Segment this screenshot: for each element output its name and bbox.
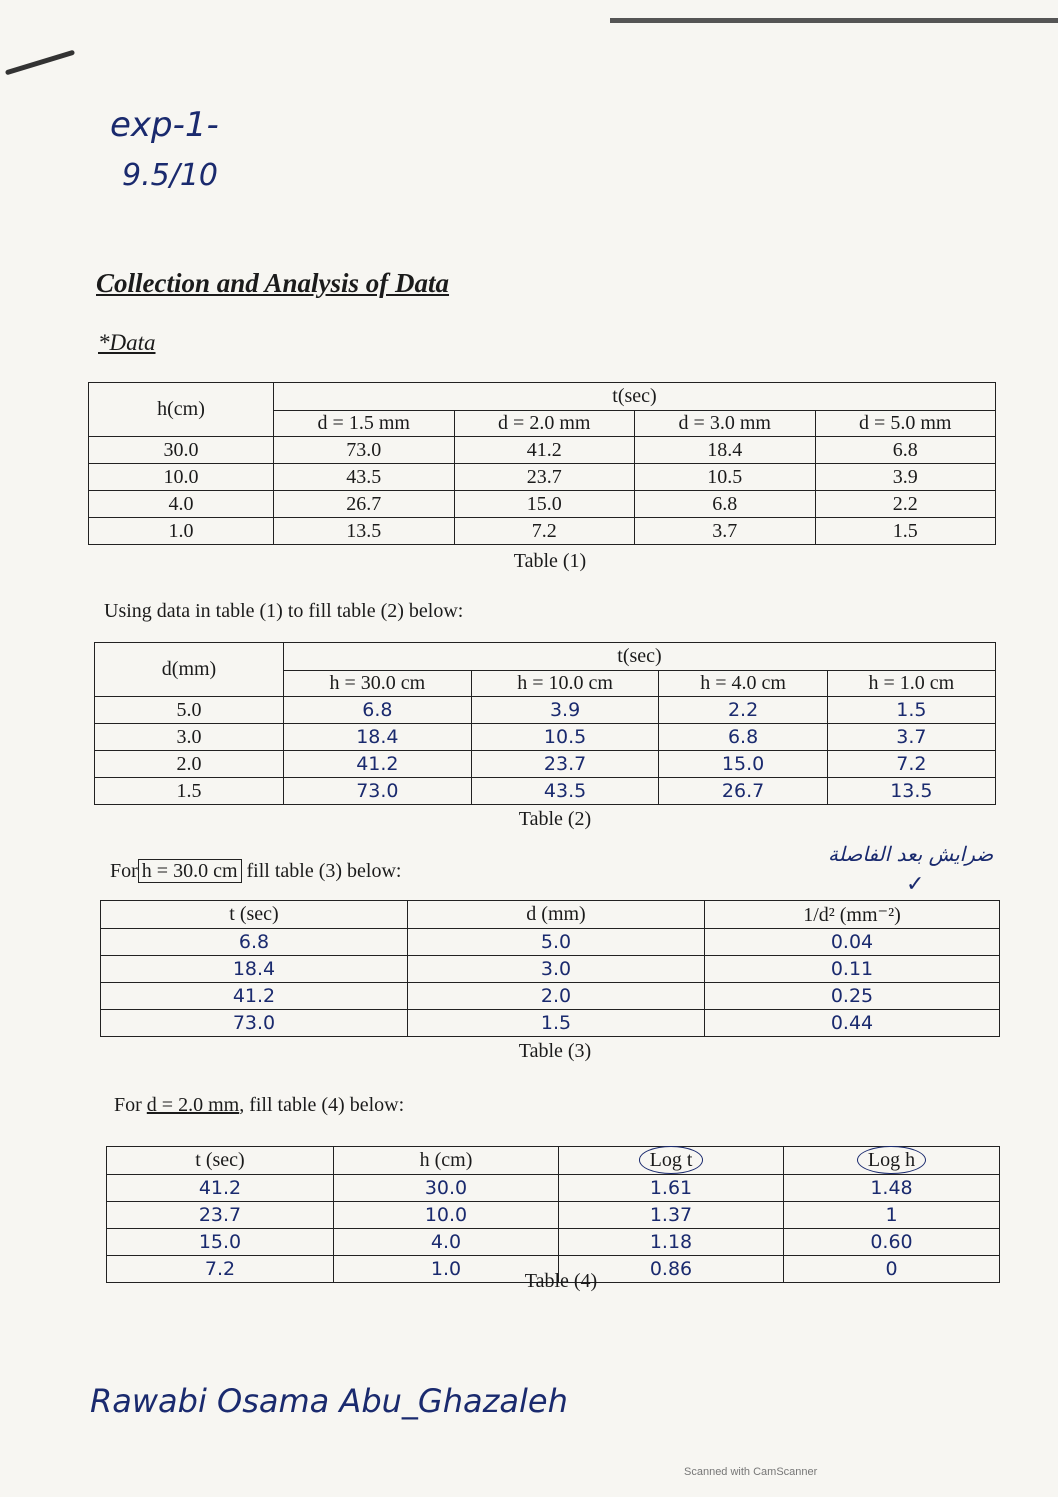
scan-top-edge: [610, 18, 1058, 23]
table-row: [101, 956, 1000, 983]
experiment-label: exp-1-: [110, 105, 219, 145]
table4-caption: Table (4): [524, 1270, 598, 1292]
table-cell: 2.2: [659, 697, 827, 724]
table-3: [100, 900, 1000, 1037]
table-cell: 23.7: [454, 464, 635, 491]
table-cell: 0.60: [784, 1229, 1000, 1256]
table-cell: 41.2: [107, 1175, 334, 1202]
table-cell: 7.2: [454, 518, 635, 545]
table-1: [88, 382, 996, 545]
signature: Rawabi Osama Abu_Ghazaleh: [90, 1382, 568, 1420]
table2-col-header: h = 30.0 cm: [284, 671, 472, 697]
table-cell: 15.0: [107, 1229, 334, 1256]
instruction-prefix: For: [110, 860, 138, 882]
table-row: [101, 1010, 1000, 1037]
table-row: [89, 518, 996, 545]
table-cell: 6.8: [284, 697, 472, 724]
table-cell: 13.5: [827, 778, 995, 805]
table-cell: 73.0: [101, 1010, 408, 1037]
circled-log-t: Log t: [639, 1146, 704, 1174]
table-cell: 0.86: [559, 1256, 784, 1283]
table-cell: 5.0: [95, 697, 284, 724]
table-cell: 43.5: [471, 778, 659, 805]
table-cell: 30.0: [334, 1175, 559, 1202]
table2-instruction: Using data in table (1) to fill table (2) below:: [104, 600, 464, 622]
table-cell: 1.5: [827, 697, 995, 724]
table-cell: 26.7: [274, 491, 455, 518]
instruction-suffix: , fill table (4) below:: [239, 1094, 405, 1116]
table4-col-header: t (sec): [107, 1147, 334, 1175]
table-cell: 6.8: [815, 437, 996, 464]
table-cell: 15.0: [454, 491, 635, 518]
table-cell: 6.8: [635, 491, 816, 518]
table-cell: 73.0: [274, 437, 455, 464]
table-cell: 10.0: [89, 464, 274, 491]
table-cell: 1: [784, 1202, 1000, 1229]
table-cell: 0.11: [705, 956, 1000, 983]
table3-col-header: 1/d² (mm⁻²): [705, 901, 1000, 929]
table-cell: 1.5: [408, 1010, 705, 1037]
table-cell: 10.0: [334, 1202, 559, 1229]
table-cell: 0: [784, 1256, 1000, 1283]
table4-col-header: [559, 1147, 784, 1175]
table-row: [95, 778, 996, 805]
table-cell: 3.9: [471, 697, 659, 724]
table-cell: 2.2: [815, 491, 996, 518]
table-cell: 2.0: [95, 751, 284, 778]
table2-col-header: h = 10.0 cm: [471, 671, 659, 697]
table-cell: 10.5: [471, 724, 659, 751]
table-cell: 23.7: [471, 751, 659, 778]
arabic-note: ضرايش بعد الفاصلة: [828, 842, 994, 866]
table-row: [107, 1202, 1000, 1229]
table2-group-header: t(sec): [284, 643, 996, 671]
table-cell: 2.0: [408, 983, 705, 1010]
table1-col-header: d = 3.0 mm: [635, 411, 816, 437]
table-cell: 1.37: [559, 1202, 784, 1229]
table-cell: 3.9: [815, 464, 996, 491]
table-row: [95, 724, 996, 751]
table3-col-header: d (mm): [408, 901, 705, 929]
table-cell: 1.5: [95, 778, 284, 805]
table-row: [89, 491, 996, 518]
table-cell: 1.61: [559, 1175, 784, 1202]
check-mark-icon: ✓: [906, 872, 925, 897]
table1-caption: Table (1): [513, 550, 587, 572]
table1-col-header: d = 5.0 mm: [815, 411, 996, 437]
table-cell: 1.0: [334, 1256, 559, 1283]
table-cell: 1.48: [784, 1175, 1000, 1202]
table-cell: 30.0: [89, 437, 274, 464]
table3-instruction: [110, 860, 401, 883]
table1-row-header: h(cm): [89, 383, 274, 437]
table-cell: 10.5: [635, 464, 816, 491]
table-cell: 0.44: [705, 1010, 1000, 1037]
table4-col-header: h (cm): [334, 1147, 559, 1175]
table-cell: 13.5: [274, 518, 455, 545]
table-row: [101, 983, 1000, 1010]
table-cell: 43.5: [274, 464, 455, 491]
data-subheading: *Data: [98, 330, 156, 355]
table1-group-header: t(sec): [274, 383, 996, 411]
table-cell: 6.8: [101, 929, 408, 956]
boxed-condition: h = 30.0 cm: [138, 859, 242, 883]
table-row: [95, 697, 996, 724]
table-cell: 73.0: [284, 778, 472, 805]
instruction-suffix: fill table (3) below:: [246, 860, 402, 882]
circled-log-h: Log h: [857, 1146, 926, 1174]
table4-col-header: [784, 1147, 1000, 1175]
table-cell: 18.4: [635, 437, 816, 464]
table3-caption: Table (3): [518, 1040, 592, 1062]
table-cell: 4.0: [334, 1229, 559, 1256]
table-cell: 3.0: [95, 724, 284, 751]
table-cell: 4.0: [89, 491, 274, 518]
table-row: [101, 929, 1000, 956]
page-heading: Collection and Analysis of Data: [96, 268, 450, 298]
instruction-prefix: For: [114, 1094, 142, 1116]
pen-mark: [5, 50, 75, 76]
table-row: [89, 464, 996, 491]
table1-col-header: d = 2.0 mm: [454, 411, 635, 437]
table2-caption: Table (2): [518, 808, 592, 830]
table-cell: 18.4: [101, 956, 408, 983]
table-cell: 15.0: [659, 751, 827, 778]
table-cell: 1.18: [559, 1229, 784, 1256]
table-cell: 23.7: [107, 1202, 334, 1229]
scanner-watermark: Scanned with CamScanner: [684, 1466, 818, 1478]
table-cell: 7.2: [827, 751, 995, 778]
table-cell: 41.2: [284, 751, 472, 778]
table-cell: 26.7: [659, 778, 827, 805]
table2-col-header: h = 1.0 cm: [827, 671, 995, 697]
table-row: [95, 751, 996, 778]
table-cell: 3.0: [408, 956, 705, 983]
table-cell: 5.0: [408, 929, 705, 956]
table-row: [107, 1175, 1000, 1202]
table-cell: 3.7: [635, 518, 816, 545]
table-row: [89, 437, 996, 464]
table2-col-header: h = 4.0 cm: [659, 671, 827, 697]
table-cell: 3.7: [827, 724, 995, 751]
grade-score: 9.5/10: [122, 158, 218, 193]
table-cell: 41.2: [454, 437, 635, 464]
table-cell: 0.04: [705, 929, 1000, 956]
table-row: [107, 1229, 1000, 1256]
table-cell: 6.8: [659, 724, 827, 751]
underlined-condition: d = 2.0 mm: [146, 1094, 240, 1116]
table-cell: 7.2: [107, 1256, 334, 1283]
table2-row-header: d(mm): [95, 643, 284, 697]
table-2: [94, 642, 996, 805]
table4-instruction: [114, 1094, 404, 1117]
table3-col-header: t (sec): [101, 901, 408, 929]
table-cell: 0.25: [705, 983, 1000, 1010]
table-cell: 41.2: [101, 983, 408, 1010]
table-cell: 1.5: [815, 518, 996, 545]
table1-col-header: d = 1.5 mm: [274, 411, 455, 437]
table-4: [106, 1146, 1000, 1283]
table-cell: 1.0: [89, 518, 274, 545]
table-cell: 18.4: [284, 724, 472, 751]
